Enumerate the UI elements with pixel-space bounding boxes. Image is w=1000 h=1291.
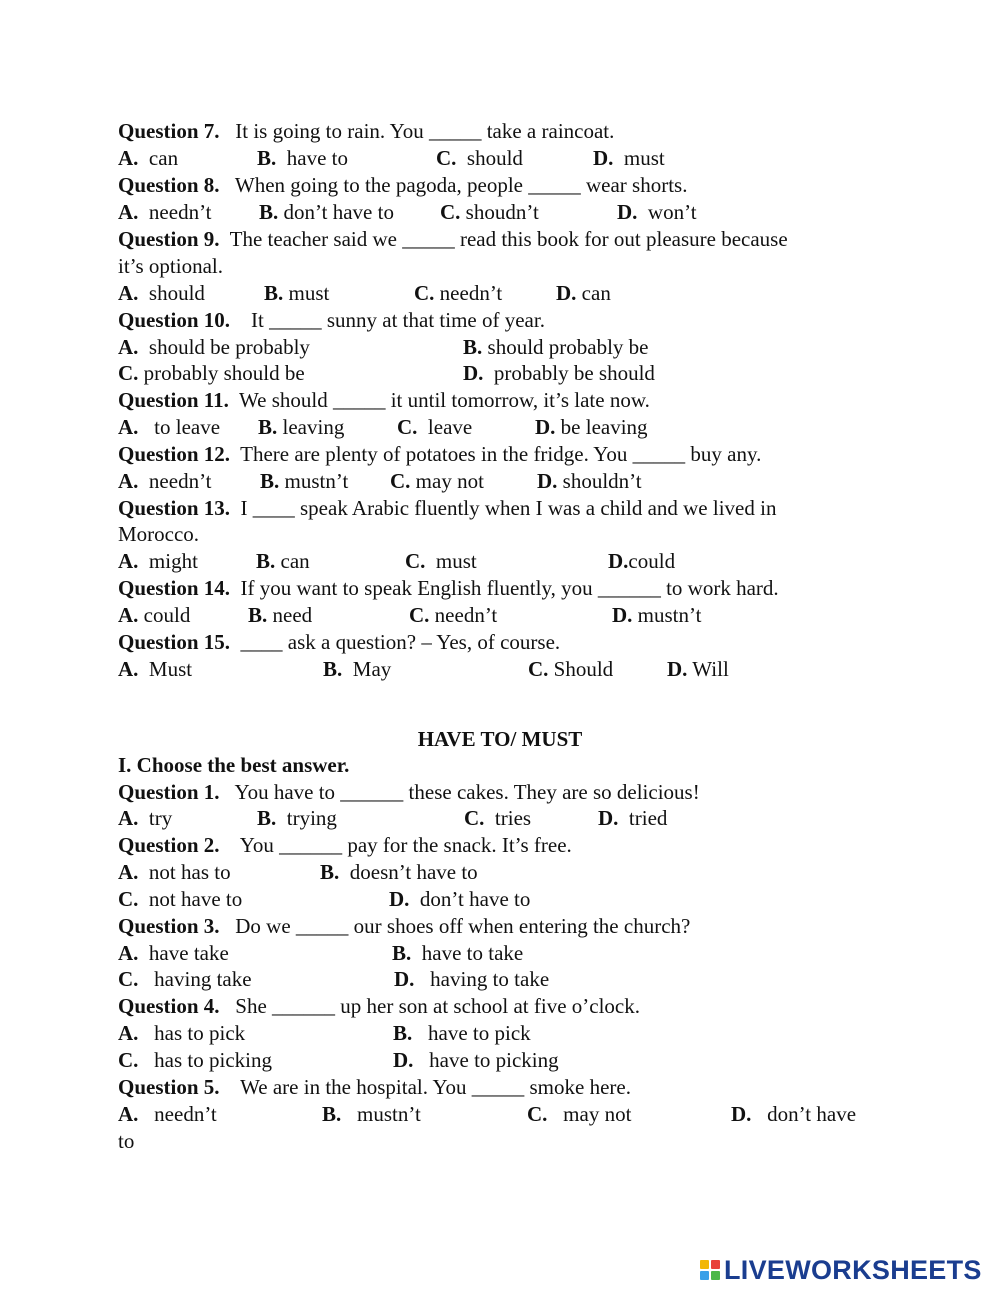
question-label: Question 7. bbox=[118, 119, 220, 143]
question-3: Question 3. Do we _____ our shoes off when entering the church? bbox=[118, 914, 691, 938]
question-text: It is going to rain. You _____ take a raincoat. bbox=[235, 119, 615, 143]
logo-block bbox=[711, 1271, 720, 1280]
option-b: B. trying bbox=[257, 806, 337, 830]
option-d: D. mustn’t bbox=[612, 603, 702, 627]
option-d: D. can bbox=[556, 281, 611, 305]
option-a: A. should bbox=[118, 281, 205, 305]
option-a: A. Must bbox=[118, 657, 193, 681]
option-d: D. don’t have to bbox=[389, 887, 531, 911]
question-11: Question 11. We should _____ it until tomorrow, it’s late now. bbox=[118, 388, 650, 412]
logo-block bbox=[711, 1260, 720, 1269]
option-d: D. probably be should bbox=[463, 361, 655, 385]
option-a: A. has to pick bbox=[118, 1021, 246, 1045]
option-c: C. has to picking bbox=[118, 1048, 272, 1072]
logo-text: LIVEWORKSHEETS bbox=[724, 1254, 982, 1285]
option-b: B. have to bbox=[257, 146, 348, 170]
option-c: C. should bbox=[436, 146, 523, 170]
option-b: B. May bbox=[323, 657, 392, 681]
logo-blocks-icon bbox=[700, 1260, 720, 1280]
question-9: Question 9. The teacher said we _____ read this book for out pleasure because bbox=[118, 227, 788, 251]
question-9-continuation: it’s optional. bbox=[118, 254, 223, 278]
option-b: B. can bbox=[256, 549, 310, 573]
option-b: B. doesn’t have to bbox=[320, 860, 478, 884]
option-d: D. having to take bbox=[394, 967, 550, 991]
question-13-continuation: Morocco. bbox=[118, 522, 200, 546]
option-b: B. leaving bbox=[258, 415, 345, 439]
option-c: C. may not bbox=[527, 1102, 632, 1126]
section-title: HAVE TO/ MUST bbox=[417, 727, 583, 751]
option-d: D. won’t bbox=[617, 200, 697, 224]
option-a: A. can bbox=[118, 146, 179, 170]
logo-block bbox=[700, 1260, 709, 1269]
option-b: B. have to pick bbox=[393, 1021, 531, 1045]
option-c: C. probably should be bbox=[118, 361, 305, 385]
option-c: C. may not bbox=[390, 469, 484, 493]
option-c: C. having take bbox=[118, 967, 252, 991]
question-2: Question 2. You ______ pay for the snack. It’s free. bbox=[118, 833, 572, 857]
option-a: A. might bbox=[118, 549, 198, 573]
option-c: C. must bbox=[405, 549, 477, 573]
question-14: Question 14. If you want to speak English fluently, you ______ to work hard. bbox=[118, 576, 779, 600]
logo-block bbox=[700, 1271, 709, 1280]
option-d: D. be leaving bbox=[535, 415, 648, 439]
option-b: B. need bbox=[248, 603, 313, 627]
option-c: C. leave bbox=[397, 415, 473, 439]
option-b: B. don’t have to bbox=[259, 200, 394, 224]
option-d: D. have to picking bbox=[393, 1048, 559, 1072]
question-8: Question 8. When going to the pagoda, people _____ wear shorts. bbox=[118, 173, 688, 197]
question-7 bbox=[118, 118, 614, 144]
option-a: A. could bbox=[118, 603, 191, 627]
option-a: A. needn’t bbox=[118, 1102, 217, 1126]
option-d: D. don’t have bbox=[731, 1102, 857, 1126]
option-c: C. needn’t bbox=[414, 281, 503, 305]
option-c: C. shoudn’t bbox=[440, 200, 539, 224]
option-a: A. have take bbox=[118, 941, 229, 965]
option-c: C. not have to bbox=[118, 887, 243, 911]
option-c: C. needn’t bbox=[409, 603, 498, 627]
section-instruction: I. Choose the best answer. bbox=[118, 753, 350, 777]
option-a: A. not has to bbox=[118, 860, 231, 884]
option-c: C. Should bbox=[528, 657, 614, 681]
option-a: A. needn’t bbox=[118, 200, 212, 224]
option-d: D. must bbox=[593, 146, 665, 170]
liveworksheets-logo bbox=[700, 1254, 982, 1286]
question-13: Question 13. I ____ speak Arabic fluently when I was a child and we lived in bbox=[118, 496, 777, 520]
question-10: Question 10. It _____ sunny at that time of year. bbox=[118, 308, 545, 332]
option-a: A. should be probably bbox=[118, 335, 310, 359]
question-1: Question 1. You have to ______ these cakes. They are so delicious! bbox=[118, 780, 700, 804]
option-a: A. to leave bbox=[118, 415, 221, 439]
option-d: D. Will bbox=[667, 657, 729, 681]
option-b: B. should probably be bbox=[463, 335, 649, 359]
option-d: D.could bbox=[608, 549, 676, 573]
option-b: B. mustn’t bbox=[260, 469, 349, 493]
option-d-continuation: to bbox=[118, 1129, 135, 1153]
question-15: Question 15. ____ ask a question? – Yes, of course. bbox=[118, 630, 561, 654]
question-12: Question 12. There are plenty of potatoes in the fridge. You _____ buy any. bbox=[118, 442, 762, 466]
option-d: D. tried bbox=[598, 806, 668, 830]
option-b: B. mustn’t bbox=[322, 1102, 421, 1126]
option-b: B. have to take bbox=[392, 941, 524, 965]
option-a: A. needn’t bbox=[118, 469, 212, 493]
option-d: D. shouldn’t bbox=[537, 469, 642, 493]
option-a: A. try bbox=[118, 806, 173, 830]
question-4: Question 4. She ______ up her son at school at five o’clock. bbox=[118, 994, 641, 1018]
question-5: Question 5. We are in the hospital. You _____ smoke here. bbox=[118, 1075, 631, 1099]
option-b: B. must bbox=[264, 281, 330, 305]
option-c: C. tries bbox=[464, 806, 532, 830]
